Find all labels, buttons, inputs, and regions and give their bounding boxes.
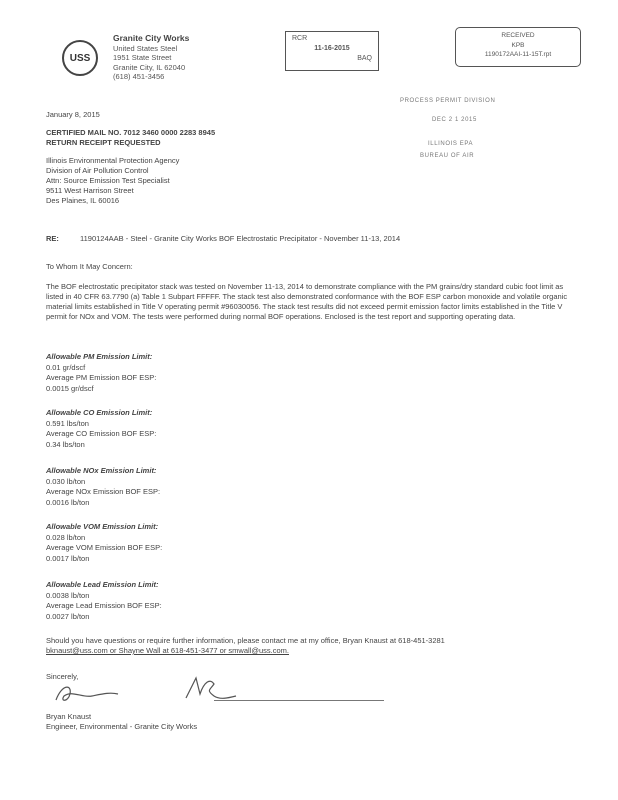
limit-line: 0.34 lbs/ton bbox=[46, 439, 85, 449]
limit-heading: Allowable CO Emission Limit: bbox=[46, 408, 153, 417]
certified-mail-number: CERTIFIED MAIL NO. 7012 3460 0000 2283 8945 bbox=[46, 128, 216, 137]
limit-line: 0.030 lb/ton bbox=[46, 476, 86, 486]
document-id-box bbox=[455, 27, 581, 67]
signer-name: Bryan Knaust bbox=[46, 712, 92, 721]
docbox-line: 1190172AAI-11-15T.rpt bbox=[484, 51, 552, 58]
limit-heading: Allowable Lead Emission Limit: bbox=[46, 580, 159, 589]
re-label: RE: bbox=[46, 234, 59, 243]
letterhead-line: (618) 451-3456 bbox=[113, 72, 165, 81]
docbox-line: KPB bbox=[511, 41, 525, 49]
letterhead-line: United States Steel bbox=[113, 43, 178, 53]
certified-mail bbox=[46, 128, 215, 148]
signature-line bbox=[214, 700, 384, 701]
handwritten-note: DEC 2 1 2015 bbox=[432, 117, 477, 123]
address-line: 9511 West Harrison Street bbox=[46, 186, 134, 195]
limit-line: Average VOM Emission BOF ESP: bbox=[46, 543, 163, 552]
body-paragraph: The BOF electrostatic precipitator stack was tested on November 11-13, 2014 to demonstrate compliance with the PM grains/dry standard cubic foot limit as listed in 40 CFR 63.7790 (a) Table 1 Subpart FFFFF. The stack test also demonstrated conformance with the BOF ESP carbon monoxide and volatile organic material limits established in Title V operating permit #96030056. The stack test results did not exceed permit emission factor limits established in the Title V permit for NOx and VOM. The tests were performed during normal BOF operations. Enclosed is the test report and supporting operating data. bbox=[46, 282, 568, 321]
signer-block bbox=[46, 712, 197, 732]
handwritten-note: PROCESS PERMIT DIVISION bbox=[400, 98, 496, 104]
stamp-date: 11-16-2015 bbox=[314, 45, 350, 52]
sincerely: Sincerely, bbox=[46, 672, 79, 681]
contact-emails: bknaust@uss.com or Shayne Wall at 618-451-3477 or smwall@uss.com. bbox=[46, 646, 289, 655]
limit-block-nox bbox=[46, 466, 160, 508]
recipient-address bbox=[46, 156, 179, 206]
subject-line bbox=[46, 234, 400, 244]
address-line: Illinois Environmental Protection Agency bbox=[46, 156, 180, 165]
limit-line: 0.01 gr/dscf bbox=[46, 362, 86, 372]
limit-line: Average CO Emission BOF ESP: bbox=[46, 429, 157, 438]
signature-image bbox=[52, 680, 122, 706]
limit-block-pm bbox=[46, 352, 156, 394]
limit-line: 0.591 lbs/ton bbox=[46, 418, 89, 428]
signer-title: Engineer, Environmental - Granite City Works bbox=[46, 722, 198, 731]
limit-heading: Allowable NOx Emission Limit: bbox=[46, 466, 157, 475]
uss-logo: USS bbox=[62, 40, 98, 76]
handwritten-note: BUREAU OF AIR bbox=[420, 153, 475, 159]
received-stamp bbox=[285, 31, 379, 71]
limit-block-lead bbox=[46, 580, 162, 622]
stamp-line: BAQ bbox=[357, 55, 372, 62]
limit-line: 0.0027 lb/ton bbox=[46, 611, 90, 621]
letterhead-org: Granite City Works bbox=[113, 33, 190, 43]
limit-block-vom bbox=[46, 522, 162, 564]
limit-line: Average NOx Emission BOF ESP: bbox=[46, 487, 161, 496]
letterhead bbox=[113, 34, 189, 82]
docbox-line: RECEIVED bbox=[501, 32, 535, 39]
limit-line: 0.0015 gr/dscf bbox=[46, 383, 94, 393]
address-line: Division of Air Pollution Control bbox=[46, 166, 149, 175]
limit-line: 0.0038 lb/ton bbox=[46, 590, 90, 600]
letterhead-line: 1951 State Street bbox=[113, 53, 172, 62]
limit-line: 0.0017 lb/ton bbox=[46, 553, 90, 563]
re-text: 1190124AAB - Steel - Granite City Works BOF Electrostatic Precipitator - November 11-13, 2014 bbox=[80, 234, 401, 243]
limit-heading: Allowable PM Emission Limit: bbox=[46, 352, 153, 361]
limit-heading: Allowable VOM Emission Limit: bbox=[46, 522, 159, 531]
address-line: Des Plaines, IL 60016 bbox=[46, 196, 120, 205]
limit-block-co bbox=[46, 408, 156, 450]
limit-line: 0.0016 lb/ton bbox=[46, 497, 90, 507]
letter-date: January 8, 2015 bbox=[46, 110, 100, 119]
handwritten-note: ILLINOIS EPA bbox=[428, 141, 474, 147]
return-receipt: RETURN RECEIPT REQUESTED bbox=[46, 138, 161, 147]
stamp-line: RCR bbox=[292, 35, 308, 42]
closing-paragraph bbox=[46, 636, 582, 656]
letterhead-line: Granite City, IL 62040 bbox=[113, 62, 186, 72]
salutation: To Whom It May Concern: bbox=[46, 262, 133, 271]
limit-line: 0.028 lb/ton bbox=[46, 532, 86, 542]
limit-line: Average Lead Emission BOF ESP: bbox=[46, 601, 162, 610]
address-line: Attn: Source Emission Test Specialist bbox=[46, 176, 170, 185]
closing-line: Should you have questions or require further information, please contact me at my office, Bryan Knaust at 618-451-3281 bbox=[46, 636, 445, 645]
limit-line: Average PM Emission BOF ESP: bbox=[46, 373, 157, 382]
